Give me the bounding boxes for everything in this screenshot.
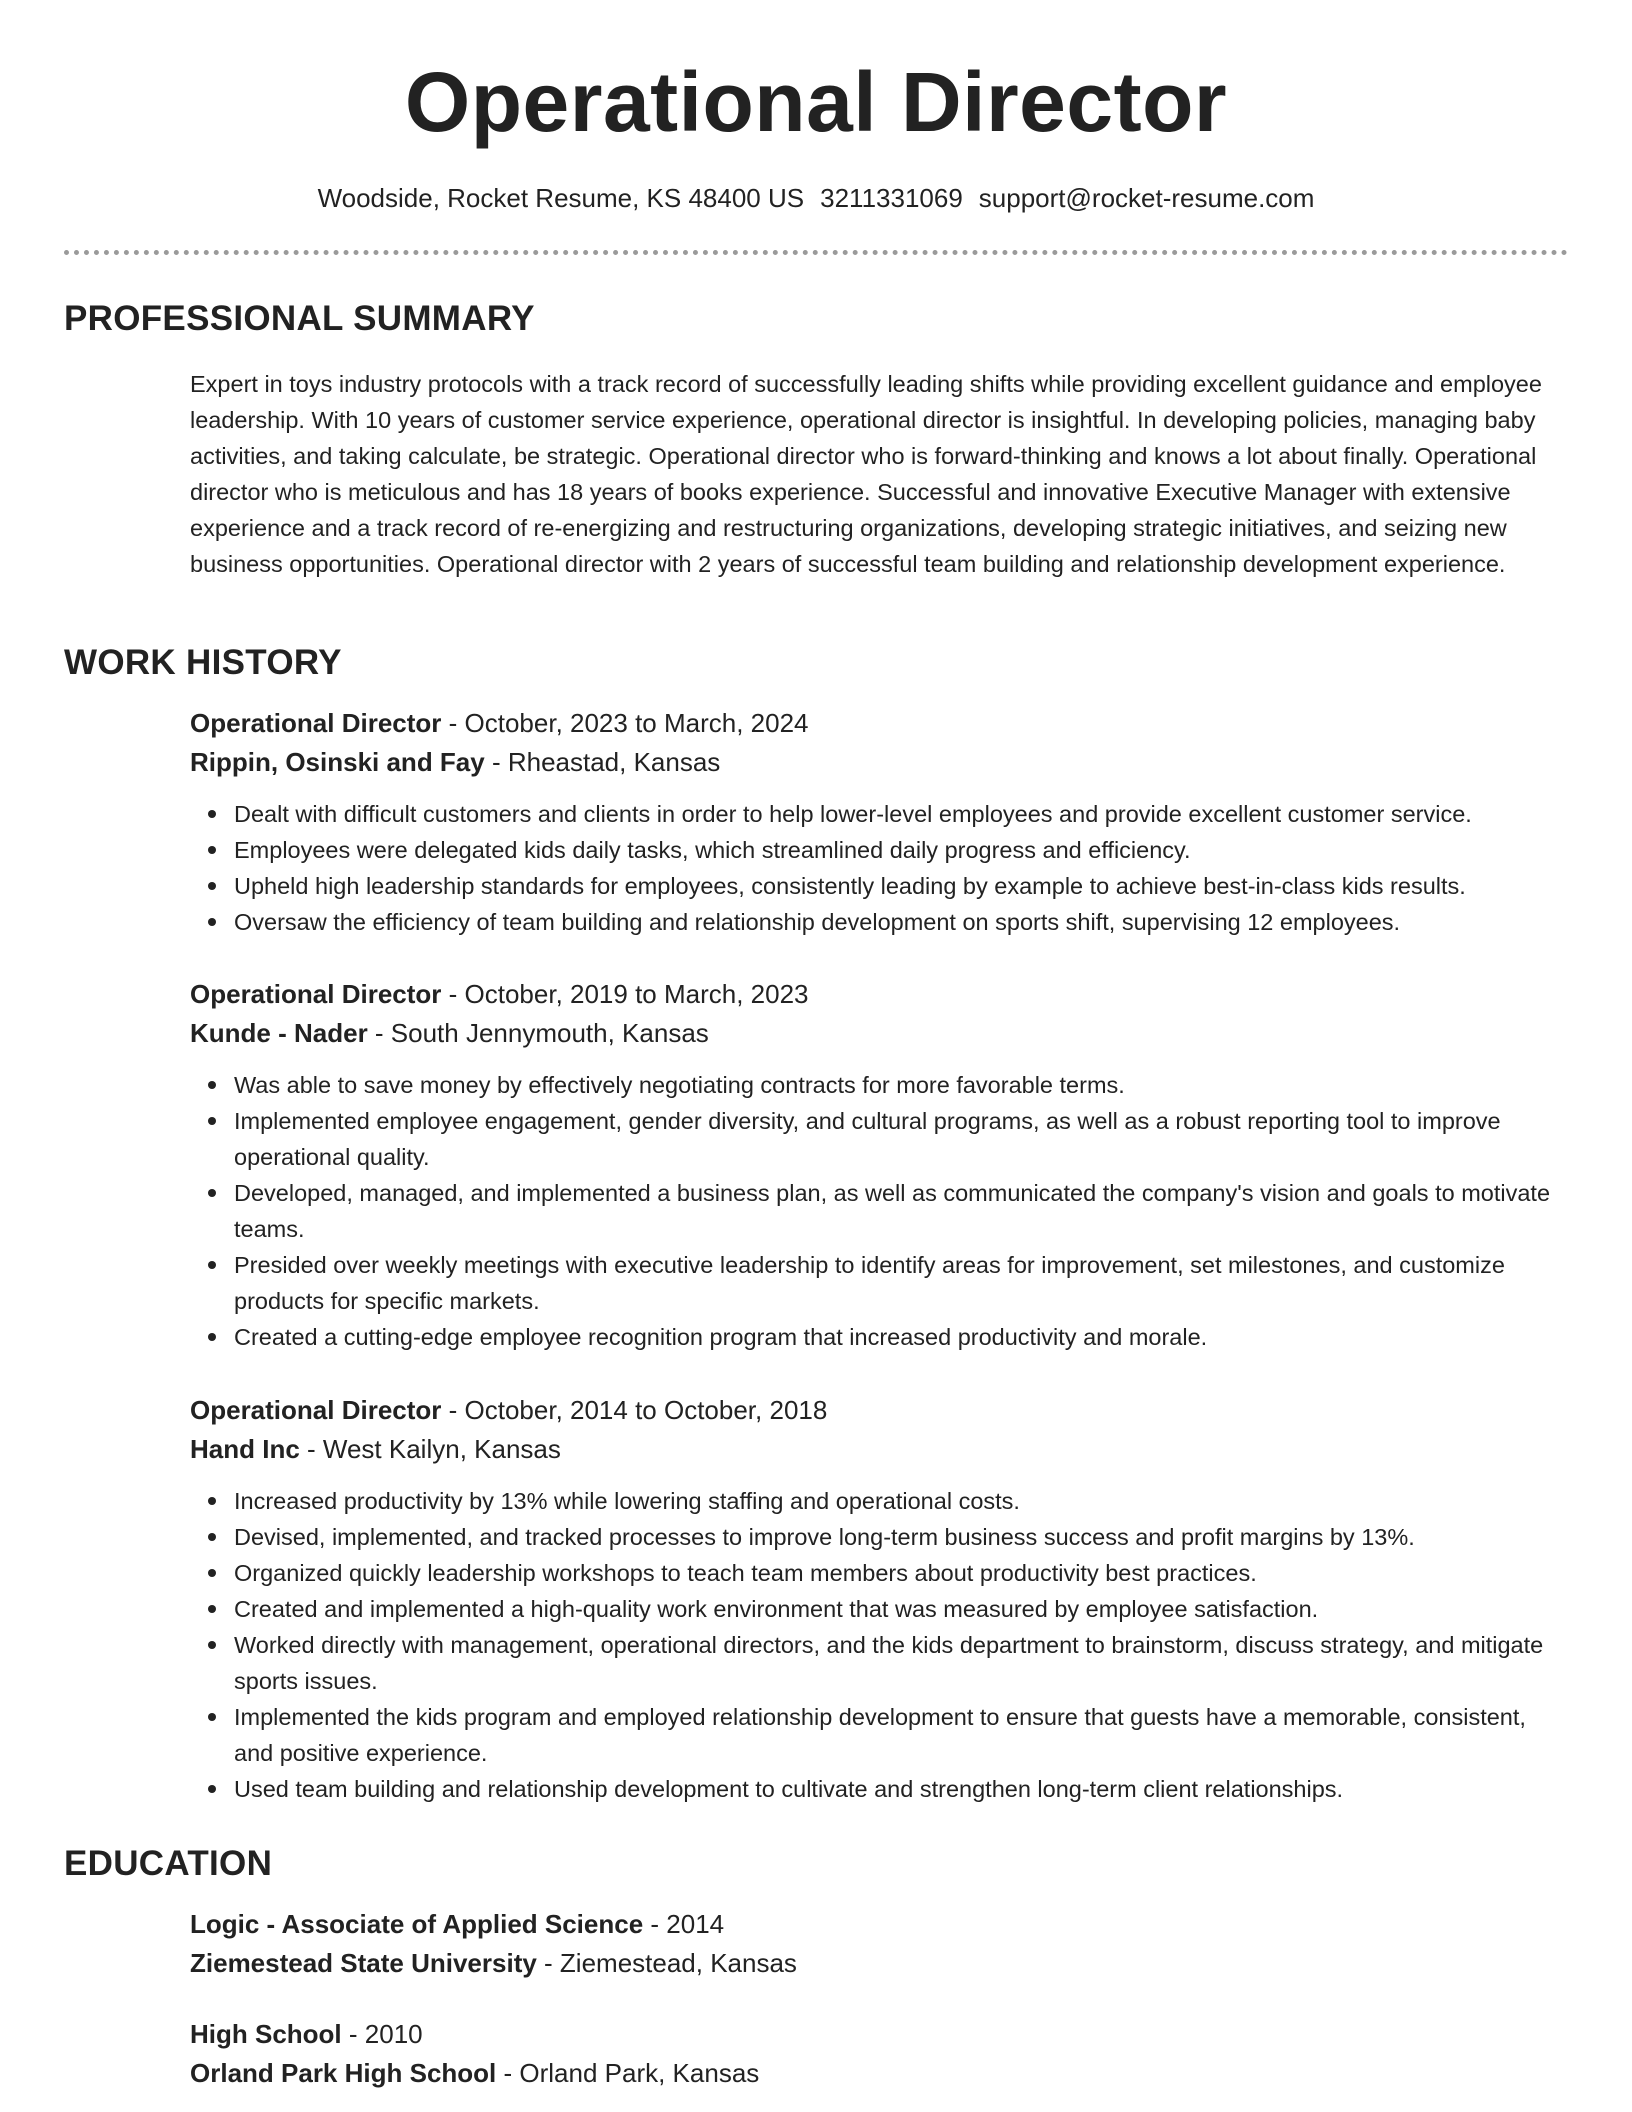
job-dates: - October, 2023 to March, 2024 bbox=[441, 708, 809, 738]
education-degree: Logic - Associate of Applied Science bbox=[190, 1909, 644, 1939]
job-bullets bbox=[190, 796, 1568, 940]
job-bullet: Created and implemented a high-quality work environment that was measured by employee satisfaction. bbox=[234, 1591, 1568, 1627]
education-school-line bbox=[190, 2054, 1568, 2093]
job-company-line bbox=[190, 743, 1568, 782]
education-location: - Ziemestead, Kansas bbox=[536, 1948, 797, 1978]
education-degree-line bbox=[190, 1905, 1568, 1944]
resume-name: Operational Director bbox=[404, 55, 1228, 149]
job-location: - South Jennymouth, Kansas bbox=[367, 1018, 709, 1048]
job-bullet: Employees were delegated kids daily tasks, which streamlined daily progress and efficiency. bbox=[234, 832, 1568, 868]
job-entry bbox=[190, 704, 1568, 940]
job-company-line bbox=[190, 1014, 1568, 1053]
job-company: Hand Inc bbox=[190, 1434, 300, 1464]
work-history-heading: WORK HISTORY bbox=[64, 643, 342, 682]
job-bullet: Implemented employee engagement, gender diversity, and cultural programs, as well as a robust reporting tool to improve operational quality. bbox=[234, 1103, 1568, 1175]
job-location: - Rheastad, Kansas bbox=[484, 747, 721, 777]
education-entry bbox=[190, 2015, 1568, 2093]
job-bullet: Oversaw the efficiency of team building and relationship development on sports shift, supervising 12 employees. bbox=[234, 904, 1568, 940]
education-school: Ziemestead State University bbox=[190, 1948, 537, 1978]
job-role: Operational Director bbox=[190, 708, 442, 738]
summary-text: Expert in toys industry protocols with a track record of successfully leading shifts while providing excellent guidance and employee leadership. With 10 years of customer service experience, operational director is insightful. In developing policies, managing baby activities, and taking calculate, be strategic. Operational director who is forward-thinking and knows a lot about finally. Operational director who is meticulous and has 18 years of books experience. Successful and innovative Executive Manager with extensive experience and a track record of re-energizing and restructuring organizations, developing strategic initiatives, and seizing new business opportunities. Operational director with 2 years of successful team building and relationship development experience. bbox=[190, 371, 1542, 577]
education-school: Orland Park High School bbox=[190, 2058, 497, 2088]
education-degree: High School bbox=[190, 2019, 342, 2049]
job-role: Operational Director bbox=[190, 979, 442, 1009]
job-bullet: Upheld high leadership standards for employees, consistently leading by example to achieve best-in-class kids results. bbox=[234, 868, 1568, 904]
education-entry bbox=[190, 1905, 1568, 1983]
job-bullet: Worked directly with management, operational directors, and the kids department to brainstorm, discuss strategy, and mitigate sports issues. bbox=[234, 1627, 1568, 1699]
education-heading: EDUCATION bbox=[64, 1844, 273, 1883]
summary-heading: PROFESSIONAL SUMMARY bbox=[64, 299, 535, 338]
job-company: Rippin, Osinski and Fay bbox=[190, 747, 485, 777]
header-divider bbox=[64, 250, 1568, 255]
job-bullet: Dealt with difficult customers and clients in order to help lower-level employees and provide excellent customer service. bbox=[234, 796, 1568, 832]
job-bullet: Organized quickly leadership workshops to teach team members about productivity best practices. bbox=[234, 1555, 1568, 1591]
education-year: - 2010 bbox=[341, 2019, 423, 2049]
job-bullet: Was able to save money by effectively negotiating contracts for more favorable terms. bbox=[234, 1067, 1568, 1103]
job-location: - West Kailyn, Kansas bbox=[299, 1434, 561, 1464]
contact-phone: 3211331069 bbox=[820, 183, 963, 213]
job-entry bbox=[190, 1391, 1568, 1807]
job-bullets bbox=[190, 1483, 1568, 1807]
job-bullet: Created a cutting-edge employee recognition program that increased productivity and morale. bbox=[234, 1319, 1568, 1355]
job-bullet: Presided over weekly meetings with executive leadership to identify areas for improvement, set milestones, and customize products for specific markets. bbox=[234, 1247, 1568, 1319]
contact-line bbox=[0, 180, 1632, 216]
job-bullet: Implemented the kids program and employed relationship development to ensure that guests have a memorable, consistent, and positive experience. bbox=[234, 1699, 1568, 1771]
job-bullet: Devised, implemented, and tracked processes to improve long-term business success and profit margins by 13%. bbox=[234, 1519, 1568, 1555]
job-bullet: Developed, managed, and implemented a business plan, as well as communicated the company's vision and goals to motivate teams. bbox=[234, 1175, 1568, 1247]
job-dates: - October, 2014 to October, 2018 bbox=[441, 1395, 828, 1425]
job-bullet: Increased productivity by 13% while lowering staffing and operational costs. bbox=[234, 1483, 1568, 1519]
job-bullets bbox=[190, 1067, 1568, 1355]
job-entry bbox=[190, 975, 1568, 1355]
education-year: - 2014 bbox=[643, 1909, 725, 1939]
education-degree-line bbox=[190, 2015, 1568, 2054]
education-school-line bbox=[190, 1944, 1568, 1983]
job-company: Kunde - Nader bbox=[190, 1018, 368, 1048]
contact-email[interactable]: support@rocket-resume.com bbox=[978, 183, 1315, 213]
job-title-line bbox=[190, 704, 1568, 743]
job-title-line bbox=[190, 1391, 1568, 1430]
job-dates: - October, 2019 to March, 2023 bbox=[441, 979, 809, 1009]
job-title-line bbox=[190, 975, 1568, 1014]
job-bullet: Used team building and relationship development to cultivate and strengthen long-term client relationships. bbox=[234, 1771, 1568, 1807]
education-location: - Orland Park, Kansas bbox=[496, 2058, 760, 2088]
job-company-line bbox=[190, 1430, 1568, 1469]
contact-address: Woodside, Rocket Resume, KS 48400 US bbox=[317, 183, 805, 213]
job-role: Operational Director bbox=[190, 1395, 442, 1425]
